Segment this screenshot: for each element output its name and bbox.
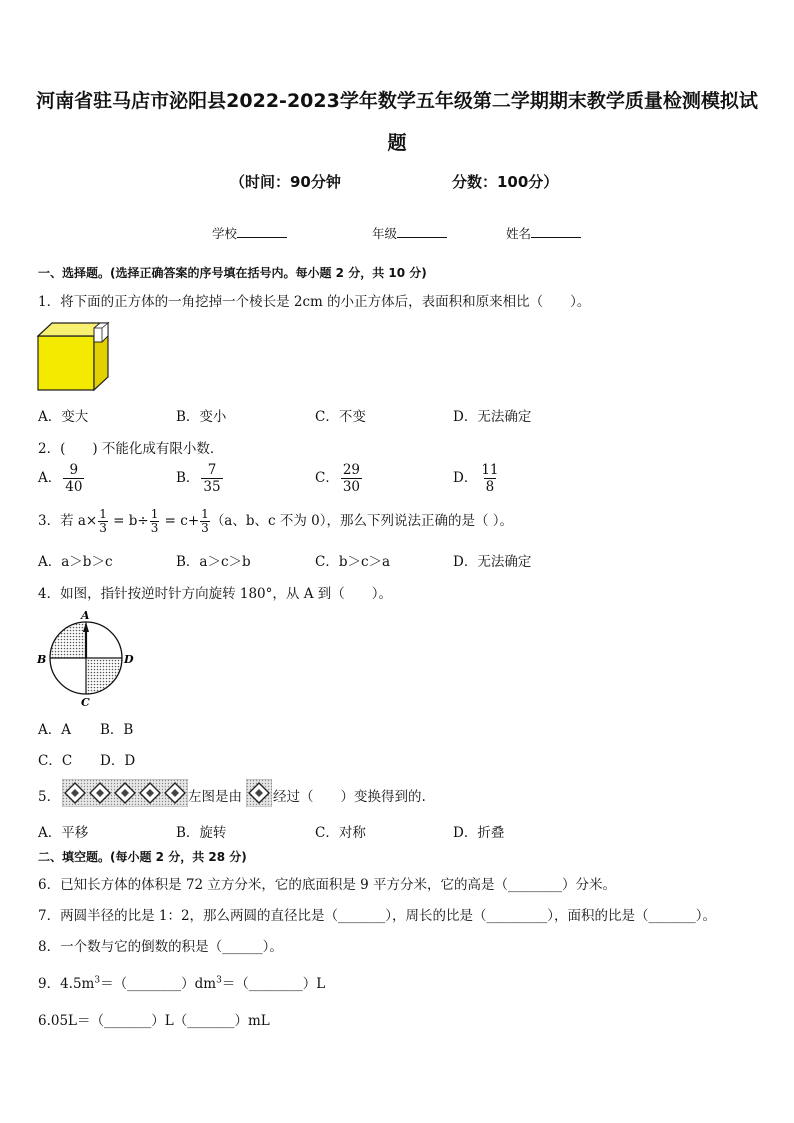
q3-text: 3．若 a× $\frac{1}{3}$ = b÷ $\frac{1}{3}$ = c+ $\frac{1}{3}$ （a、b、c 不为 0），那么下列说法正确的是（ ）。	[38, 507, 514, 535]
q5-num: 5．	[38, 789, 61, 805]
grade-label: 年级	[372, 226, 398, 241]
clock-dial-figure	[36, 608, 136, 708]
single-diamond-unit	[246, 779, 272, 807]
q3-option-c[interactable]: C．b＞c＞a	[315, 554, 391, 570]
name-blank[interactable]	[531, 224, 581, 238]
q5-text-b: 经过（ ）变换得到的.	[273, 789, 426, 805]
q1-option-c[interactable]: C．不变	[315, 409, 366, 425]
q3-option-a[interactable]: A．a＞b＞c	[38, 554, 113, 570]
q6-text: 6．已知长方体的体积是 72 立方分米，它的底面积是 9 平方分米，它的高是（________）分米。	[38, 877, 617, 893]
q2-fraction-b: $\frac{7}{35}$	[203, 462, 221, 495]
q5-text-a: 左图是由	[188, 789, 242, 805]
q4-option-d[interactable]: D．D	[100, 753, 136, 769]
q2-fraction-c: $\frac{29}{30}$	[342, 462, 361, 495]
q5-option-c[interactable]: C．对称	[315, 825, 366, 841]
label-a: A	[81, 609, 90, 622]
q3-option-d[interactable]: D．无法确定	[453, 554, 532, 570]
label-c: C	[81, 696, 90, 708]
grade-blank[interactable]	[397, 224, 447, 238]
q2-fraction-d: $\frac{11}{8}$	[481, 462, 499, 495]
q4-text: 4．如图，指针按逆时针方向旋转 180°，从 A 到（ ）。	[38, 586, 392, 602]
q5-option-d[interactable]: D．折叠	[453, 825, 505, 841]
q2-option-b-label: B．	[176, 470, 200, 486]
exam-score: 分数：100分）	[452, 173, 559, 191]
name-field[interactable]	[506, 224, 581, 242]
q4-option-b[interactable]: B．B	[100, 722, 134, 738]
grade-field[interactable]	[372, 224, 447, 242]
q3-fraction-3: $\frac{1}{3}$	[201, 507, 209, 535]
school-blank[interactable]	[237, 224, 287, 238]
q2-option-c-label: C．	[315, 470, 339, 486]
q5-option-a[interactable]: A．平移	[38, 825, 89, 841]
cube-figure	[36, 320, 112, 394]
section2-heading: 二、填空题。(每小题 2 分，共 28 分)	[38, 850, 247, 864]
label-b: B	[37, 653, 47, 666]
q9-line1: 9．$4.5m^3=(\_\_\_\_\_\_\_\_)dm^3=(\_\_\_\_\_\_\_\_)L$	[38, 975, 326, 992]
section1-heading: 一、选择题。(选择正确答案的序号填在括号内。每小题 2 分，共 10 分)	[38, 266, 427, 280]
q2-option-d[interactable]	[453, 462, 503, 495]
name-label: 姓名	[506, 226, 532, 241]
label-d: D	[124, 653, 134, 666]
q3-fraction-1: $\frac{1}{3}$	[99, 507, 107, 535]
q1-option-b[interactable]: B．变小	[176, 409, 227, 425]
q1-option-a[interactable]: A．变大	[38, 409, 89, 425]
q2-option-b[interactable]	[176, 462, 225, 495]
q3-fraction-2: $\frac{1}{3}$	[150, 507, 159, 535]
q2-option-c[interactable]	[315, 462, 364, 495]
q2-fraction-a: $\frac{9}{40}$	[65, 462, 83, 495]
q5-option-b[interactable]: B．旋转	[176, 825, 227, 841]
school-label: 学校	[212, 226, 238, 241]
diamond-pattern-strip	[62, 779, 188, 807]
q1-option-d[interactable]: D．无法确定	[453, 409, 532, 425]
school-field[interactable]	[212, 224, 287, 242]
q7-text: 7．两圆半径的比是 1：2，那么两圆的直径比是（_______），周长的比是（_________），面积的比是（_______）。	[38, 908, 717, 924]
q3-option-b[interactable]: B．a＞c＞b	[176, 554, 251, 570]
q2-option-d-label: D．	[453, 470, 478, 486]
q2-option-a[interactable]	[38, 462, 86, 495]
exam-title-line1: 河南省驻马店市泌阳县2022-2023学年数学五年级第二学期期末教学质量检测模拟试	[36, 90, 758, 112]
q2-option-a-label: A．	[38, 470, 62, 486]
q9-line2: 6.05L＝（_______）L（_______）mL	[38, 1013, 270, 1029]
exam-title-line2: 题	[387, 132, 407, 154]
q8-text: 8．一个数与它的倒数的积是（______）。	[38, 939, 283, 955]
q1-text: 1．将下面的正方体的一角挖掉一个棱长是 2cm 的小正方体后，表面积和原来相比（ ）。	[38, 294, 591, 310]
q2-text: 2．( ) 不能化成有限小数．	[38, 441, 224, 457]
q4-option-c[interactable]: C．C	[38, 753, 73, 769]
exam-time: （时间：90分钟	[230, 173, 341, 191]
q4-option-a[interactable]: A．A	[38, 722, 71, 738]
